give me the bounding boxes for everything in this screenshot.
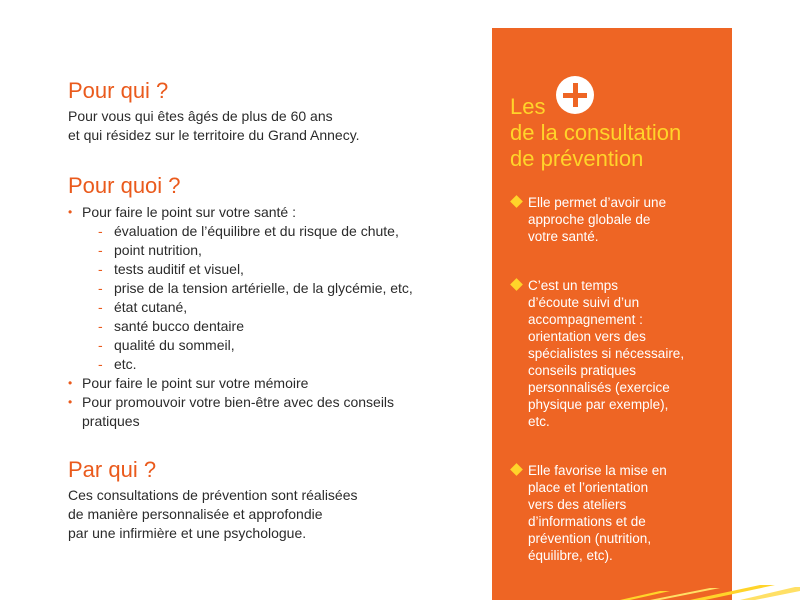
sub-item-text: point nutrition,: [114, 242, 202, 258]
who-text: [68, 107, 468, 145]
dash-icon: -: [98, 299, 103, 315]
panel-item-line: orientation vers des: [528, 329, 646, 344]
panel-item: [512, 194, 722, 245]
list-item: [68, 374, 468, 393]
list-item-text: Pour promouvoir votre bien-être avec des conseils: [82, 394, 395, 410]
panel-item-line: équilibre, etc).: [528, 548, 613, 563]
panel-item-line: etc.: [528, 414, 550, 429]
section-who: [68, 78, 468, 145]
by-text: [68, 486, 468, 543]
section-why: [68, 173, 468, 431]
why-list: [68, 203, 468, 431]
panel-items: [512, 194, 722, 596]
sub-item-text: qualité du sommeil,: [114, 337, 235, 353]
panel-item: [512, 277, 722, 430]
dash-icon: -: [98, 261, 103, 277]
diamond-bullet-icon: [510, 195, 523, 208]
bullet-icon: •: [68, 376, 73, 390]
sub-item: [98, 241, 468, 260]
panel-title-line2: de la consultation: [510, 120, 682, 145]
panel-title-les: Les: [510, 94, 546, 119]
by-line: de manière personnalisée et approfondie: [68, 506, 323, 522]
sub-item-text: tests auditif et visuel,: [114, 261, 244, 277]
panel-title-line3: de prévention: [510, 146, 644, 171]
heading-why: Pour quoi ?: [68, 173, 181, 198]
panel-item-line: C’est un temps: [528, 278, 619, 293]
sub-item-text: prise de la tension artérielle, de la glycémie, etc,: [114, 280, 413, 296]
bullet-icon: •: [68, 205, 73, 219]
diamond-bullet-icon: [510, 463, 523, 476]
list-item-text: Pour faire le point sur votre santé :: [82, 204, 296, 220]
panel-item-line: spécialistes si nécessaire,: [528, 346, 685, 361]
list-item-text: Pour faire le point sur votre mémoire: [82, 375, 309, 391]
dash-icon: -: [98, 356, 103, 372]
panel-item-line: Elle favorise la mise en: [528, 463, 667, 478]
diamond-bullet-icon: [510, 278, 523, 291]
sub-item-text: santé bucco dentaire: [114, 318, 244, 334]
panel-item-line: Elle permet d’avoir une: [528, 195, 667, 210]
sub-item-text: etc.: [114, 356, 137, 372]
section-by: [68, 457, 468, 543]
dash-icon: -: [98, 337, 103, 353]
by-line: Ces consultations de prévention sont réalisées: [68, 487, 358, 503]
decorative-stripes: [600, 585, 800, 600]
by-line: par une infirmière et une psychologue.: [68, 525, 307, 541]
list-item-continuation: pratiques: [82, 413, 140, 429]
list-item: [68, 203, 468, 374]
panel-item: [512, 462, 722, 564]
heading-by: Par qui ?: [68, 457, 157, 482]
sub-item-text: évaluation de l’équilibre et du risque de chute,: [114, 223, 399, 239]
sub-list: [82, 222, 468, 374]
panel-item-line: d’informations et de: [528, 514, 646, 529]
panel-item-line: conseils pratiques: [528, 363, 637, 378]
dash-icon: -: [98, 280, 103, 296]
heading-who: Pour qui ?: [68, 78, 169, 103]
panel-item-line: prévention (nutrition,: [528, 531, 652, 546]
panel-item-line: votre santé.: [528, 229, 599, 244]
panel-item-line: place et l’orientation: [528, 480, 649, 495]
dash-icon: -: [98, 223, 103, 239]
sub-item: [98, 317, 468, 336]
panel-title: [510, 76, 730, 172]
sub-item-text: état cutané,: [114, 299, 188, 315]
panel-item-line: approche globale de: [528, 212, 651, 227]
list-item: [68, 393, 468, 431]
sub-item: [98, 298, 468, 317]
panel-title-line1: [510, 76, 730, 120]
plus-circle-icon: [556, 76, 594, 114]
sub-item: [98, 279, 468, 298]
benefits-panel: [492, 28, 732, 600]
panel-item-line: d’écoute suivi d’un: [528, 295, 640, 310]
panel-item-line: personnalisés (exercice: [528, 380, 670, 395]
who-line: et qui résidez sur le territoire du Grand Annecy.: [68, 127, 360, 143]
main-content: [68, 78, 468, 543]
bullet-icon: •: [68, 395, 73, 409]
panel-item-line: vers des ateliers: [528, 497, 627, 512]
dash-icon: -: [98, 242, 103, 258]
dash-icon: -: [98, 318, 103, 334]
sub-item: [98, 355, 468, 374]
sub-item: [98, 222, 468, 241]
sub-item: [98, 336, 468, 355]
who-line: Pour vous qui êtes âgés de plus de 60 ans: [68, 108, 333, 124]
panel-item-line: accompagnement :: [528, 312, 643, 327]
sub-item: [98, 260, 468, 279]
panel-item-line: physique par exemple),: [528, 397, 669, 412]
